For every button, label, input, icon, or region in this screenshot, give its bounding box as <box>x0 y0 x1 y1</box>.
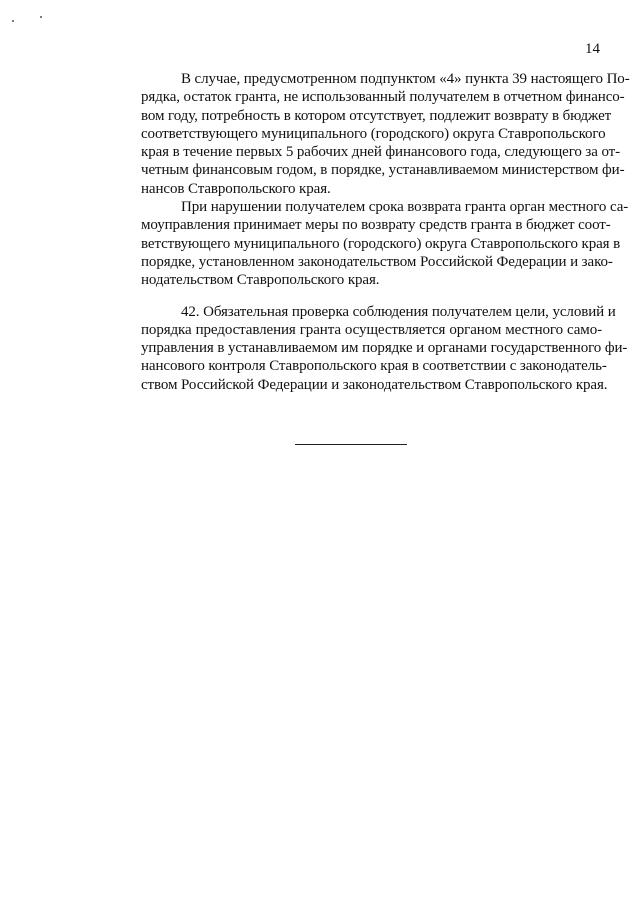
scan-speck <box>40 16 42 18</box>
text-line: нансов Ставропольского края. <box>141 180 331 197</box>
text-line: В случае, предусмотренном подпунктом «4» пункта 39 настоящего По- <box>181 71 630 87</box>
document-body <box>101 70 630 394</box>
text-line: порядке, установленном законодательством Российской Федерации и зако- <box>141 253 613 270</box>
paragraph-spacer <box>101 290 602 303</box>
text-line: соответствующего муниципального (городского) округа Ставропольского <box>141 125 606 142</box>
text-line: управления в устанавливаемом им порядке и органами государственного фи- <box>141 340 628 357</box>
text-line: нансового контроля Ставропольского края в соответствии с законодатель- <box>141 358 607 375</box>
text-line: При нарушении получателем срока возврата гранта орган местного са- <box>181 199 629 216</box>
text-line: моуправления принимает меры по возврату средств гранта в бюджет соот- <box>141 217 611 234</box>
text-line: ветствующего муниципального (городского) округа Ставропольского края в <box>141 235 621 252</box>
text-line: ством Российской Федерации и законодательством Ставропольского края. <box>141 376 608 393</box>
scan-speck <box>12 20 14 22</box>
paragraph-item-42 <box>101 303 628 394</box>
paragraph-deadline-violation <box>101 198 629 289</box>
text-line: нодательством Ставропольского края. <box>141 272 380 289</box>
text-line: порядка предоставления гранта осуществляется органом местного само- <box>141 321 602 338</box>
text-line: вом году, потребность в котором отсутствует, подлежит возврату в бюджет <box>141 107 612 124</box>
text-line: четным финансовым годом, в порядке, устанавливаемом министерством фи- <box>141 162 625 179</box>
text-line: 42. Обязательная проверка соблюдения получателем цели, условий и <box>181 303 616 320</box>
end-separator-line <box>295 444 407 445</box>
text-line: края в течение первых 5 рабочих дней финансового года, следующего за от- <box>141 144 621 161</box>
text-line: рядка, остаток гранта, не использованный получателем в отчетном финансо- <box>141 89 625 106</box>
paragraph-grant-return <box>101 70 630 198</box>
page-number: 14 <box>585 41 600 57</box>
